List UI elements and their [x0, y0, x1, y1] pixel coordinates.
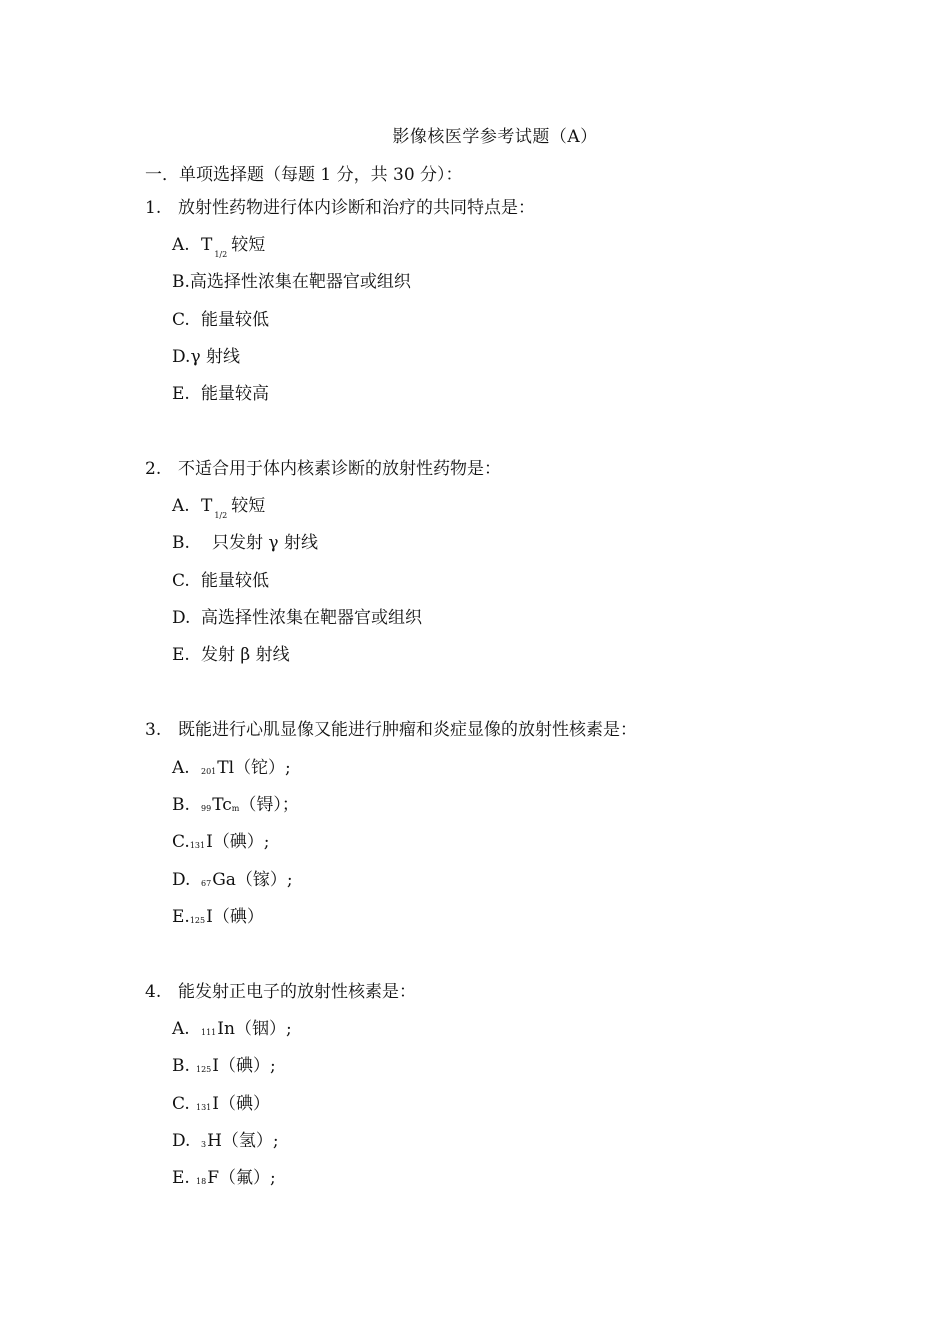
q1-option-d: D.γ 射线: [172, 347, 241, 367]
q2-option-c: C. 能量较低: [172, 571, 269, 591]
document-title: 影像核医学参考试题（A）: [392, 127, 598, 147]
q3-option-d: D. 67Ga（镓）;: [172, 870, 293, 890]
question-number: 1.: [145, 198, 162, 218]
q3-option-c: C.131I（碘）;: [172, 832, 270, 852]
q4-option-b: B. 125I（碘）;: [172, 1056, 276, 1076]
q3-option-a: A. 201Tl（铊）;: [172, 758, 291, 778]
question-1: [145, 198, 535, 218]
q4-option-a: A. 111In（铟）;: [172, 1019, 292, 1039]
q3-option-b: B. 99Tcm（锝）；: [172, 795, 299, 815]
q1-option-b: B.高选择性浓集在靶器官或组织: [172, 272, 411, 292]
q1-option-e: E. 能量较高: [172, 384, 269, 404]
question-text: 不适合用于体内核素诊断的放射性药物是：: [178, 459, 501, 479]
question-text: 放射性药物进行体内诊断和治疗的共同特点是：: [178, 198, 535, 218]
question-3: [145, 720, 637, 740]
q4-option-d: D. 3H（氢）;: [172, 1131, 279, 1151]
question-text: 能发射正电子的放射性核素是：: [178, 982, 416, 1002]
q2-option-b: B. 只发射 γ 射线: [172, 533, 318, 553]
section-heading: 一．单项选择题（每题 1 分，共 30 分）：: [145, 165, 463, 185]
question-number: 3.: [145, 720, 162, 740]
q4-option-c: C. 131I（碘）: [172, 1094, 270, 1114]
question-4: [145, 982, 416, 1002]
question-text: 既能进行心肌显像又能进行肿瘤和炎症显像的放射性核素是：: [178, 720, 637, 740]
q4-option-e: E. 18F（氟）;: [172, 1168, 276, 1188]
q2-option-d: D. 高选择性浓集在靶器官或组织: [172, 608, 422, 628]
q2-option-a: A. T $_{1/2}$ 较短: [172, 496, 266, 520]
question-number: 2.: [145, 459, 162, 479]
question-number: 4.: [145, 982, 162, 1002]
q1-option-c: C. 能量较低: [172, 310, 269, 330]
question-2: [145, 459, 501, 479]
q2-option-e: E. 发射 β 射线: [172, 645, 290, 665]
q3-option-e: E.125I（碘）: [172, 907, 264, 927]
q1-option-a: A. T $_{1/2}$ 较短: [172, 235, 266, 259]
